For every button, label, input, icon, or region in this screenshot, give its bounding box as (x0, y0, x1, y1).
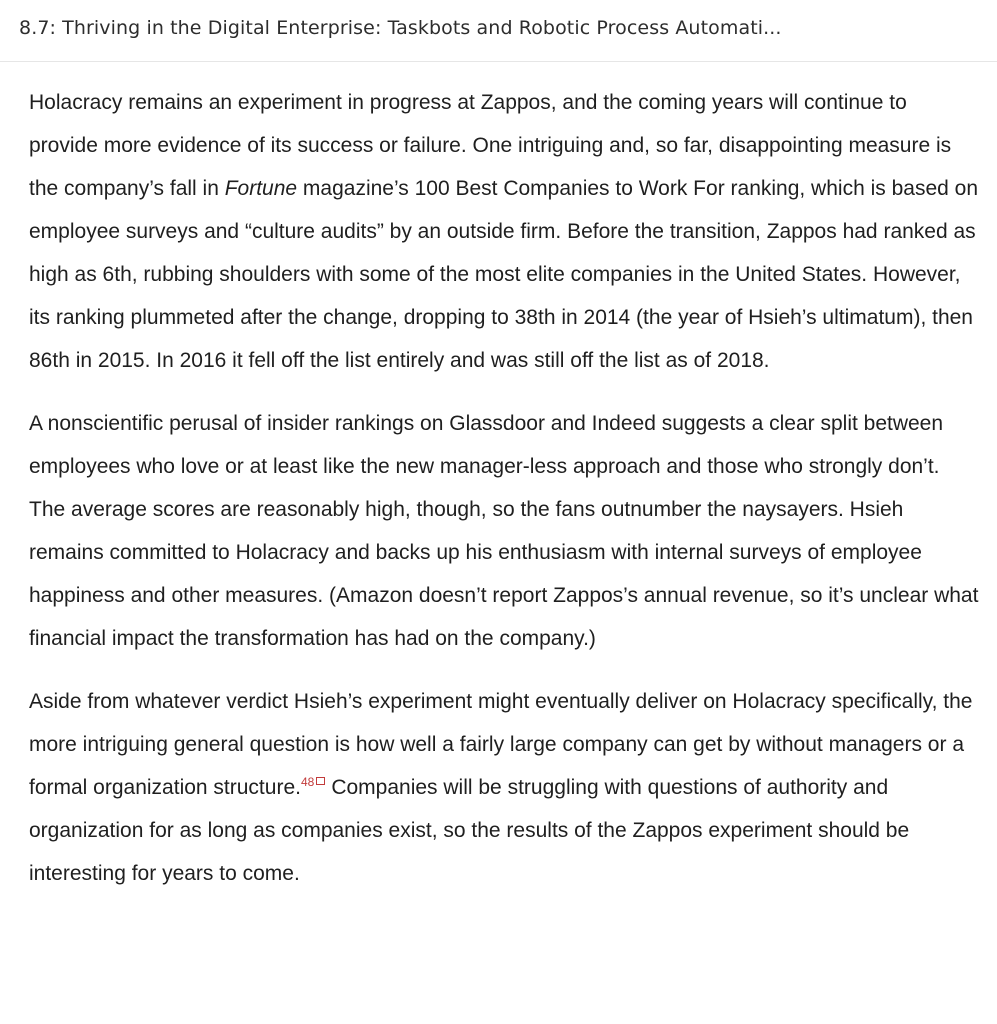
paragraph (29, 680, 979, 895)
paragraph-text: Companies will be struggling with questions of authority and organization for as long as companies exist, so the results of the Zappos experiment should be interesting for years to come. (29, 776, 910, 885)
paragraph-text: A nonscientific perusal of insider rankings on Glassdoor and Indeed suggests a clear split between employees who love or at least like the new manager-less approach and those who strongly don’t. The average scores are reasonably high, though, so the fans outnumber the naysayers. Hsieh remains committed to Holacracy and backs up his enthusiasm with internal surveys of employee happiness and other measures. (Amazon doesn’t report Zappos’s annual revenue, so it’s unclear what financial impact the transformation has had on the company.) (29, 412, 979, 650)
paragraph-text: Holacracy remains an experiment in progress at Zappos, and the coming years will continue to provide more evidence of its success or failure. One intriguing and, so far, disappointing measure is the company’s fall in (29, 91, 952, 200)
top-bar (0, 0, 997, 62)
page-title: 8.7: Thriving in the Digital Enterprise: Taskbots and Robotic Process Automati... (19, 17, 782, 39)
article-body (0, 62, 997, 895)
paragraph (29, 402, 979, 660)
paragraph-text: Aside from whatever verdict Hsieh’s experiment might eventually deliver on Holacracy specifically, the more intriguing general question is how well a fairly large company can get by without managers or a formal organization structure. (29, 690, 973, 799)
external-link-icon[interactable] (316, 777, 325, 785)
paragraph-text: magazine’s 100 Best Companies to Work For ranking, which is based on employee surveys and “culture audits” by an outside firm. Before the transition, Zappos had ranked as high as 6th, rubbing shoulders with some of the most elite companies in the United States. However, its ranking plummeted after the change, dropping to 38th in 2014 (the year of Hsieh’s ultimatum), then 86th in 2015. In 2016 it fell off the list entirely and was still off the list as of 2018. (29, 177, 978, 372)
paragraph (29, 81, 979, 382)
footnote-link[interactable]: 48 (300, 775, 315, 789)
publication-name: Fortune (224, 177, 298, 200)
